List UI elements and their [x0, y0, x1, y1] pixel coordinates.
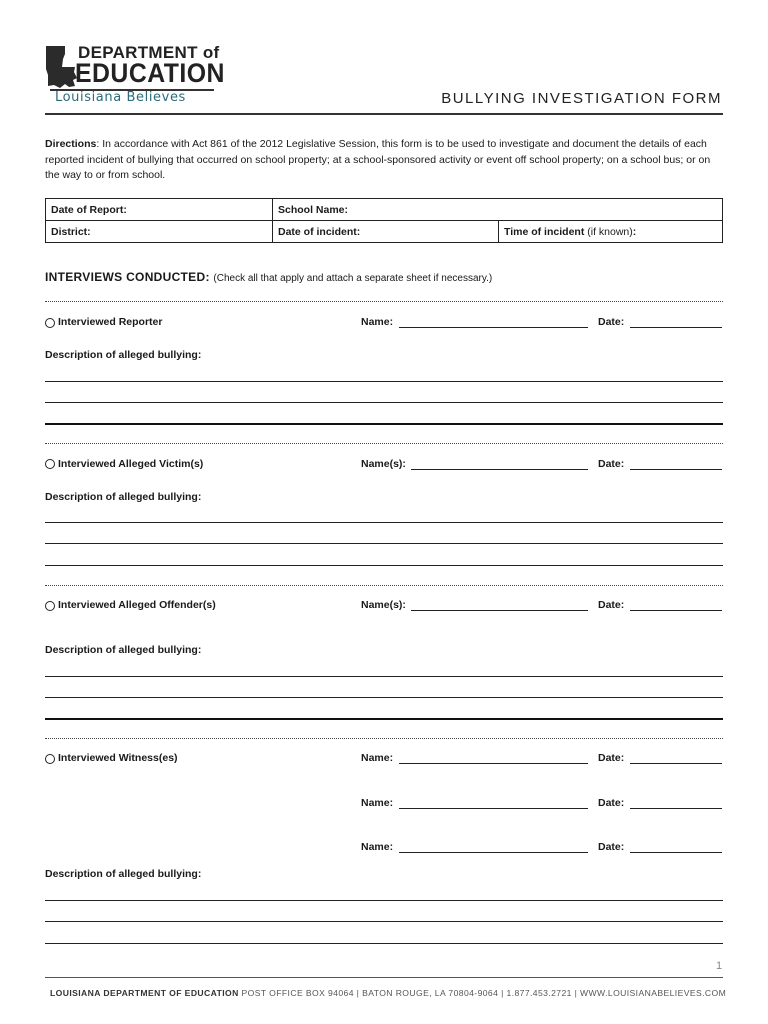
- witness-date-field[interactable]: [630, 763, 722, 764]
- offender-radio[interactable]: [45, 601, 55, 611]
- reporter-description-label: Description of alleged bullying:: [45, 349, 202, 361]
- offender-description-line[interactable]: [45, 697, 723, 698]
- witness-date-label: Date:: [598, 797, 625, 809]
- date-of-incident-label: Date of incident:: [278, 225, 361, 238]
- witness-description-line[interactable]: [45, 900, 723, 901]
- witness-name-field[interactable]: [399, 763, 588, 764]
- page-number: 1: [716, 960, 723, 972]
- witness-description-line[interactable]: [45, 921, 723, 922]
- reporter-description-line[interactable]: [45, 402, 723, 403]
- section-rule: [45, 718, 723, 720]
- witness-date-label: Date:: [598, 752, 625, 764]
- section-divider: [45, 301, 723, 302]
- reporter-name-label: Name:: [361, 316, 394, 328]
- victim-date-field[interactable]: [630, 469, 722, 470]
- offender-date-field[interactable]: [630, 610, 722, 611]
- witness-name-label: Name:: [361, 841, 394, 853]
- reporter-name-field[interactable]: [399, 327, 588, 328]
- time-of-incident-qualifier: (if known): [587, 225, 633, 238]
- footer: [50, 988, 726, 998]
- offender-date-label: Date:: [598, 599, 625, 611]
- witness-label: Interviewed Witness(es): [58, 752, 178, 764]
- witness-date-field[interactable]: [630, 852, 722, 853]
- logo-line-department: DEPARTMENT of: [78, 43, 220, 62]
- district-field[interactable]: [46, 221, 273, 243]
- interviews-heading: [45, 270, 492, 284]
- witness-radio[interactable]: [45, 754, 55, 764]
- interviews-heading-text: INTERVIEWS CONDUCTED:: [45, 270, 210, 284]
- date-of-report-field[interactable]: [46, 199, 273, 221]
- section-divider: [45, 738, 723, 739]
- victim-radio[interactable]: [45, 459, 55, 469]
- witness-date-label: Date:: [598, 841, 625, 853]
- school-name-label: School Name:: [278, 203, 349, 216]
- victim-description-line[interactable]: [45, 543, 723, 544]
- victim-date-label: Date:: [598, 458, 625, 470]
- footer-org: LOUISIANA DEPARTMENT OF EDUCATION: [50, 988, 239, 998]
- district-label: District:: [51, 225, 91, 238]
- victim-description-line[interactable]: [45, 522, 723, 523]
- victim-label: Interviewed Alleged Victim(s): [58, 458, 204, 470]
- title-divider: [45, 113, 723, 115]
- reporter-date-field[interactable]: [630, 327, 722, 328]
- offender-description-line[interactable]: [45, 676, 723, 677]
- section-rule: [45, 423, 723, 425]
- witness-description-label: Description of alleged bullying:: [45, 868, 202, 880]
- offender-description-label: Description of alleged bullying:: [45, 644, 202, 656]
- witness-date-field[interactable]: [630, 808, 722, 809]
- directions-text: : In accordance with Act 861 of the 2012 Legislative Session, this form is to be used to investigate and document the details of each reported incident of bullying that occurred on school property; at a school-sponsored activity or event off school property; on a school bus; or on the way to or from school.: [45, 138, 711, 181]
- time-of-incident-label: Time of incident: [504, 225, 585, 238]
- directions-label: Directions: [45, 138, 97, 150]
- time-of-incident-field[interactable]: [499, 221, 723, 243]
- interviews-note: (Check all that apply and attach a separate sheet if necessary.): [213, 273, 493, 284]
- victim-description-line[interactable]: [45, 565, 723, 566]
- offender-name-label: Name(s):: [361, 599, 406, 611]
- louisiana-state-map-icon: [45, 45, 77, 89]
- school-name-field[interactable]: [273, 199, 723, 221]
- incident-info-table: [45, 198, 723, 243]
- offender-label: Interviewed Alleged Offender(s): [58, 599, 216, 611]
- time-of-incident-colon: :: [632, 225, 637, 238]
- footer-divider: [45, 977, 723, 978]
- date-of-incident-field[interactable]: [273, 221, 499, 243]
- reporter-label: Interviewed Reporter: [58, 316, 163, 328]
- footer-address: POST OFFICE BOX 94064 | BATON ROUGE, LA 70804-9064 | 1.877.453.2721 | WWW.LOUISIANABELIEVES.COM: [241, 988, 727, 998]
- witness-name-field[interactable]: [399, 808, 588, 809]
- directions-paragraph: [45, 137, 725, 184]
- section-divider: [45, 443, 723, 444]
- witness-description-line[interactable]: [45, 943, 723, 944]
- date-of-report-label: Date of Report:: [51, 203, 127, 216]
- logo-line-education: EDUCATION: [75, 58, 225, 88]
- reporter-radio[interactable]: [45, 318, 55, 328]
- victim-description-label: Description of alleged bullying:: [45, 491, 202, 503]
- witness-name-field[interactable]: [399, 852, 588, 853]
- reporter-date-label: Date:: [598, 316, 625, 328]
- victim-name-field[interactable]: [411, 469, 588, 470]
- witness-name-label: Name:: [361, 797, 394, 809]
- section-divider: [45, 585, 723, 586]
- form-title: BULLYING INVESTIGATION FORM: [441, 90, 722, 107]
- reporter-description-line[interactable]: [45, 381, 723, 382]
- victim-name-label: Name(s):: [361, 458, 406, 470]
- logo-tagline: Louisiana Believes: [55, 90, 186, 105]
- offender-name-field[interactable]: [411, 610, 588, 611]
- witness-name-label: Name:: [361, 752, 394, 764]
